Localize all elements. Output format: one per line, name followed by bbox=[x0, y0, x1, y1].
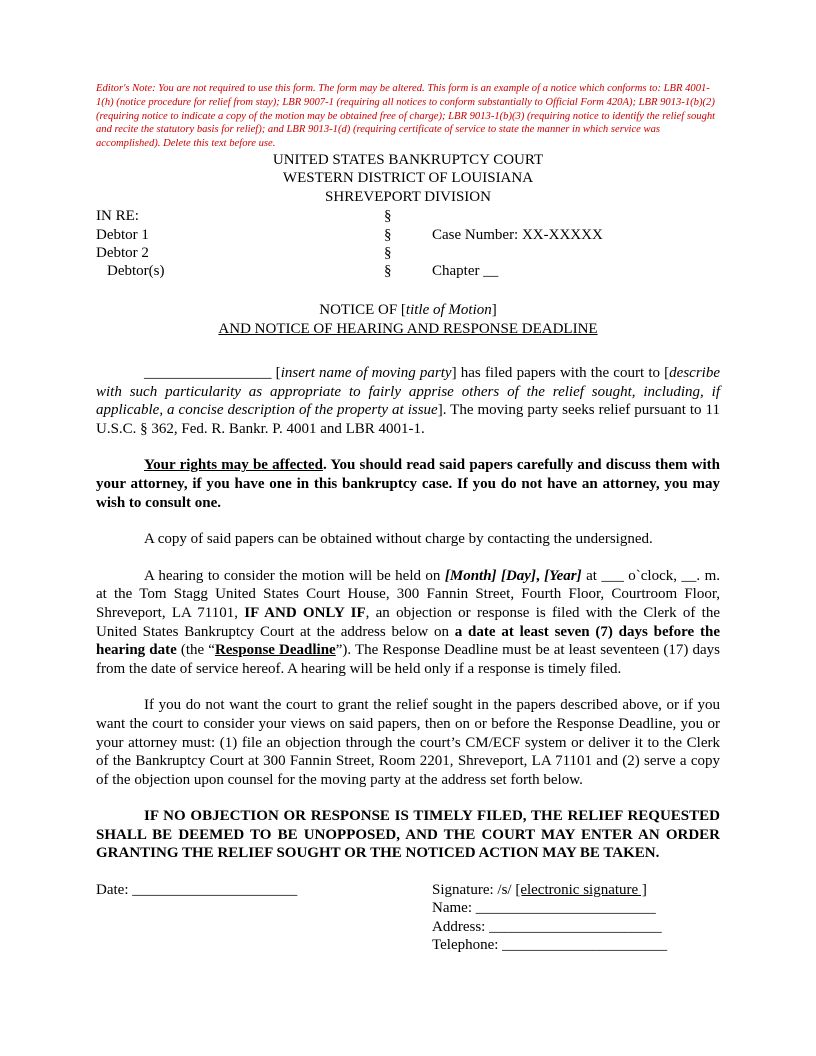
caption-parties bbox=[96, 207, 164, 281]
signature-block bbox=[96, 881, 720, 961]
section-sign: § bbox=[384, 226, 392, 243]
paragraph-copy: A copy of said papers can be obtained without charge by contacting the undersigned. bbox=[144, 531, 653, 548]
case-number: Case Number: XX-XXXXX bbox=[432, 226, 603, 243]
notice-title-line1: NOTICE OF [title of Motion] bbox=[319, 302, 497, 319]
section-sign: § bbox=[384, 245, 392, 262]
court-division: SHREVEPORT DIVISION bbox=[325, 188, 491, 205]
editors-note: Editor's Note: You are not required to use this form. The form may be altered. This form is an example of a notice which conforms to: LBR 4001-1(h) (notice procedure for relief from stay); LBR 9007-1 (requiring all notices to conform substantially to Official Form 420A); LBR 9013-1(b)(2) (requiring notice to indicate a copy of the motion may be obtained free of charge); LBR 9013-1(b)(3) (requiring notice to identify the relief sought and recite the statutory basis for relief); and LBR 9013-1(d) (requiring certificate of service to state the manner in which service was accomplished). Delete this text before use. bbox=[96, 83, 716, 150]
signature-line: Signature: /s/ [electronic signature ] bbox=[432, 882, 647, 899]
section-signs bbox=[384, 207, 392, 281]
debtor-2: Debtor 2 bbox=[96, 245, 149, 262]
warning-paragraph: IF NO OBJECTION OR RESPONSE IS TIMELY FILED, THE RELIEF REQUESTED SHALL BE DEEMED TO BE UNOPPOSED, AND THE COURT MAY ENTER AN ORDER GRANTING THE RELIEF SOUGHT OR THE NOTICED ACTION MAY BE TAKEN. bbox=[96, 808, 720, 862]
section-sign: § bbox=[384, 208, 392, 225]
notice-title bbox=[96, 301, 720, 338]
paragraph-objection: If you do not want the court to grant the relief sought in the papers described above, or if you want the court to consider your views on said papers, then on or before the Response Deadline, you or your attorney must: (1) file an objection through the court’s CM/ECF system or deliver it to the Clerk of the Bankruptcy Court at 300 Fannin Street, Room 2201, Shreveport, LA 71101 and (2) serve a copy of the objection upon counsel for the moving party at the address set forth below. bbox=[96, 697, 720, 788]
notice-title-line2: AND NOTICE OF HEARING AND RESPONSE DEADLINE bbox=[218, 320, 598, 337]
case-caption bbox=[96, 207, 720, 281]
electronic-signature: [electronic signature ] bbox=[515, 882, 647, 899]
telephone-line: Telephone: ______________________ bbox=[432, 937, 668, 954]
motion-title: title of Motion bbox=[405, 302, 492, 319]
caption-case-info bbox=[432, 207, 603, 281]
section-sign: § bbox=[384, 263, 392, 280]
signature-lines bbox=[432, 881, 667, 955]
paragraph-hearing: A hearing to consider the motion will be held on [Month] [Day], [Year] at ___ o`clock, __. m. at the Tom Stagg United States Court House, 300 Fannin Street, Fourth Floor, Courtroom Floor, Shreveport, LA 71101, IF AND ONLY IF, an objection or response is filed with the Clerk of the United States Bankruptcy Court at the address below on a date at least seven (7) days before the hearing date (the “Response Deadline”). The Response Deadline must be at least seventeen (17) days from the date of service hereof. A hearing will be held only if a response is timely filed. bbox=[96, 567, 721, 677]
court-name: UNITED STATES BANKRUPTCY COURT bbox=[272, 151, 544, 168]
paragraph-rights: Your rights may be affected. You should read said papers carefully and discuss them with your attorney, if you have one in this bankruptcy case. If you do not have an attorney, you may wish to consult one. bbox=[96, 457, 720, 511]
debtor-1: Debtor 1 bbox=[96, 226, 149, 243]
date-line: Date: ______________________ bbox=[96, 882, 298, 899]
debtors-label: Debtor(s) bbox=[107, 263, 165, 280]
court-district: WESTERN DISTRICT OF LOUISIANA bbox=[282, 170, 534, 187]
document-page bbox=[96, 82, 720, 961]
court-header bbox=[96, 151, 720, 206]
paragraph-motion-description: _________________ [insert name of moving party] has filed papers with the court to [describe with such particularity as appropriate to fairly apprise others of the relief sought, including, if applicable, a concise description of the property at issue]. The moving party seeks relief pursuant to 11 U.S.C. § 362, Fed. R. Bankr. P. 4001 and LBR 4001-1. bbox=[96, 365, 720, 437]
name-line: Name: ________________________ bbox=[432, 900, 656, 917]
in-re-label: IN RE: bbox=[96, 208, 139, 225]
address-line: Address: _______________________ bbox=[432, 918, 662, 935]
chapter: Chapter __ bbox=[432, 263, 499, 280]
